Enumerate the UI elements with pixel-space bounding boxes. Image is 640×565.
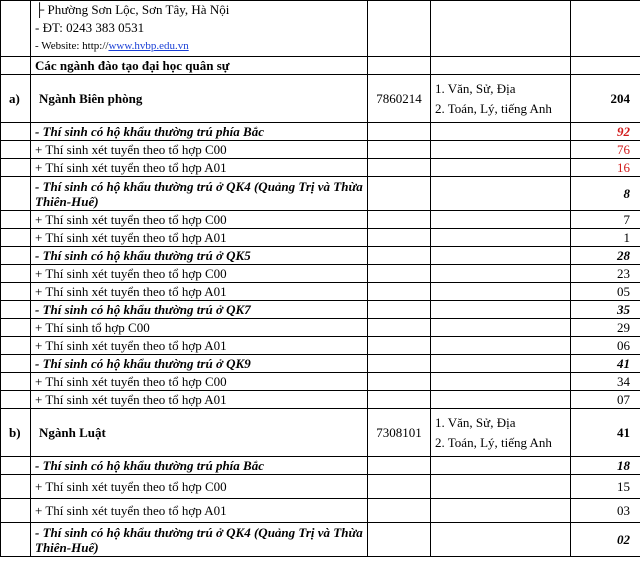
quota-row	[1, 283, 640, 301]
quota-label: + Thí sinh xét tuyển theo tổ hợp C00	[31, 265, 368, 283]
contact-code-cell	[368, 1, 431, 57]
row-combo-cell	[431, 475, 571, 499]
row-code-cell	[368, 391, 431, 409]
combo-item: 1. Văn, Sử, Địa	[435, 414, 516, 430]
row-code-cell	[368, 337, 431, 355]
quota-value: 29	[571, 319, 640, 337]
row-code-cell	[368, 211, 431, 229]
row-combo-cell	[431, 301, 571, 319]
row-combo-cell	[431, 247, 571, 265]
quota-value: 34	[571, 373, 640, 391]
row-index-cell	[1, 177, 31, 211]
quota-value: 41	[571, 355, 640, 373]
row-index-cell	[1, 475, 31, 499]
combo-item: 2. Toán, Lý, tiếng Anh	[435, 434, 552, 450]
row-index-cell	[1, 247, 31, 265]
major-code: 7308101	[368, 409, 431, 457]
quota-label: - Thí sinh có hộ khẩu thường trú phía Bắc	[31, 457, 368, 475]
contact-total-cell	[571, 1, 640, 57]
contact-phone: - ĐT: 0243 383 0531	[35, 20, 145, 35]
quota-label: - Thí sinh có hộ khẩu thường trú ở QK5	[31, 247, 368, 265]
quota-row	[1, 499, 640, 523]
row-combo-cell	[431, 265, 571, 283]
section-code-cell	[368, 57, 431, 75]
quota-value: 03	[571, 499, 640, 523]
row-index-cell	[1, 265, 31, 283]
row-combo-cell	[431, 391, 571, 409]
row-combo-cell	[431, 457, 571, 475]
quota-label: - Thí sinh có hộ khẩu thường trú ở QK4 (Quảng Trị và Thừa Thiên-Huế)	[31, 523, 368, 557]
quota-row	[1, 355, 640, 373]
row-combo-cell	[431, 159, 571, 177]
row-combo-cell	[431, 283, 571, 301]
row-code-cell	[368, 229, 431, 247]
row-combo-cell	[431, 355, 571, 373]
row-combo-cell	[431, 499, 571, 523]
quota-label: + Thí sinh xét tuyển theo tổ hợp A01	[31, 229, 368, 247]
quota-row	[1, 337, 640, 355]
row-code-cell	[368, 159, 431, 177]
row-index-cell	[1, 141, 31, 159]
quota-label: + Thí sinh xét tuyển theo tổ hợp A01	[31, 283, 368, 301]
major-combos	[431, 75, 571, 123]
major-total: 204	[571, 75, 640, 123]
quota-value: 1	[571, 229, 640, 247]
row-combo-cell	[431, 373, 571, 391]
quota-row	[1, 177, 640, 211]
quota-value: 05	[571, 283, 640, 301]
quota-row	[1, 229, 640, 247]
row-code-cell	[368, 301, 431, 319]
row-index-cell	[1, 229, 31, 247]
row-code-cell	[368, 265, 431, 283]
quota-row	[1, 301, 640, 319]
quota-value: 76	[571, 141, 640, 159]
quota-row	[1, 159, 640, 177]
row-combo-cell	[431, 523, 571, 557]
quota-value: 16	[571, 159, 640, 177]
row-index-cell	[1, 123, 31, 141]
row-index-cell	[1, 457, 31, 475]
row-index-cell	[1, 373, 31, 391]
quota-value: 92	[571, 123, 640, 141]
row-code-cell	[368, 123, 431, 141]
row-combo-cell	[431, 177, 571, 211]
major-name: Ngành Luật	[31, 409, 368, 457]
quota-value: 8	[571, 177, 640, 211]
row-combo-cell	[431, 141, 571, 159]
quota-label: + Thí sinh tổ hợp C00	[31, 319, 368, 337]
row-code-cell	[368, 283, 431, 301]
contact-row	[1, 1, 640, 57]
quota-row	[1, 141, 640, 159]
row-index-cell	[1, 337, 31, 355]
quota-value: 23	[571, 265, 640, 283]
row-code-cell	[368, 475, 431, 499]
quota-label: + Thí sinh xét tuyển theo tổ hợp A01	[31, 337, 368, 355]
row-combo-cell	[431, 211, 571, 229]
contact-cell	[31, 1, 368, 57]
row-combo-cell	[431, 123, 571, 141]
major-label: b)	[1, 409, 31, 457]
major-header-row	[1, 409, 640, 457]
quota-value: 28	[571, 247, 640, 265]
quota-row	[1, 391, 640, 409]
quota-label: + Thí sinh xét tuyển theo tổ hợp C00	[31, 141, 368, 159]
quota-label: + Thí sinh xét tuyển theo tổ hợp C00	[31, 211, 368, 229]
combo-item: 2. Toán, Lý, tiếng Anh	[435, 100, 552, 116]
quota-value: 7	[571, 211, 640, 229]
row-index-cell	[1, 211, 31, 229]
row-combo-cell	[431, 229, 571, 247]
quota-row	[1, 475, 640, 499]
quota-row	[1, 523, 640, 557]
section-title: Các ngành đào tạo đại học quân sự	[31, 57, 368, 75]
section-title-row	[1, 57, 640, 75]
row-index-cell	[1, 523, 31, 557]
row-code-cell	[368, 499, 431, 523]
section-combo-cell	[431, 57, 571, 75]
row-code-cell	[368, 355, 431, 373]
quota-value: 06	[571, 337, 640, 355]
major-combos	[431, 409, 571, 457]
row-combo-cell	[431, 337, 571, 355]
contact-index-cell	[1, 1, 31, 57]
quota-value: 07	[571, 391, 640, 409]
row-index-cell	[1, 499, 31, 523]
quota-label: - Thí sinh có hộ khẩu thường trú ở QK4 (Quảng Trị và Thừa Thiên-Huế)	[31, 177, 368, 211]
major-label: a)	[1, 75, 31, 123]
row-combo-cell	[431, 319, 571, 337]
quota-value: 15	[571, 475, 640, 499]
website-link[interactable]: www.hvbp.edu.vn	[108, 40, 189, 52]
quota-row	[1, 123, 640, 141]
quota-label: + Thí sinh xét tuyển theo tổ hợp C00	[31, 475, 368, 499]
quota-label: - Thí sinh có hộ khẩu thường trú ở QK7	[31, 301, 368, 319]
quota-label: + Thí sinh xét tuyển theo tổ hợp A01	[31, 499, 368, 523]
row-code-cell	[368, 141, 431, 159]
row-code-cell	[368, 177, 431, 211]
contact-combo-cell	[431, 1, 571, 57]
quota-value: 18	[571, 457, 640, 475]
row-code-cell	[368, 523, 431, 557]
row-index-cell	[1, 391, 31, 409]
quota-row	[1, 457, 640, 475]
quota-label: + Thí sinh xét tuyển theo tổ hợp A01	[31, 159, 368, 177]
quota-row	[1, 211, 640, 229]
row-code-cell	[368, 457, 431, 475]
contact-website	[35, 37, 363, 55]
quota-row	[1, 373, 640, 391]
row-index-cell	[1, 283, 31, 301]
quota-label: + Thí sinh xét tuyển theo tổ hợp A01	[31, 391, 368, 409]
quota-label: + Thí sinh xét tuyển theo tổ hợp C00	[31, 373, 368, 391]
website-prefix: - Website: http://	[35, 40, 109, 52]
row-index-cell	[1, 319, 31, 337]
major-header-row	[1, 75, 640, 123]
quota-row	[1, 319, 640, 337]
quota-value: 02	[571, 523, 640, 557]
quota-row	[1, 265, 640, 283]
major-code: 7860214	[368, 75, 431, 123]
quota-label: - Thí sinh có hộ khẩu thường trú ở QK9	[31, 355, 368, 373]
quota-label: - Thí sinh có hộ khẩu thường trú phía Bắc	[31, 123, 368, 141]
row-index-cell	[1, 355, 31, 373]
major-name: Ngành Biên phòng	[31, 75, 368, 123]
row-index-cell	[1, 301, 31, 319]
combo-item: 1. Văn, Sử, Địa	[435, 80, 516, 96]
row-index-cell	[1, 159, 31, 177]
quota-value: 35	[571, 301, 640, 319]
row-code-cell	[368, 373, 431, 391]
row-code-cell	[368, 319, 431, 337]
section-total-cell	[571, 57, 640, 75]
contact-address: ├ Phường Sơn Lộc, Sơn Tây, Hà Nội	[35, 2, 230, 17]
quota-row	[1, 247, 640, 265]
row-code-cell	[368, 247, 431, 265]
major-total: 41	[571, 409, 640, 457]
section-index-cell	[1, 57, 31, 75]
